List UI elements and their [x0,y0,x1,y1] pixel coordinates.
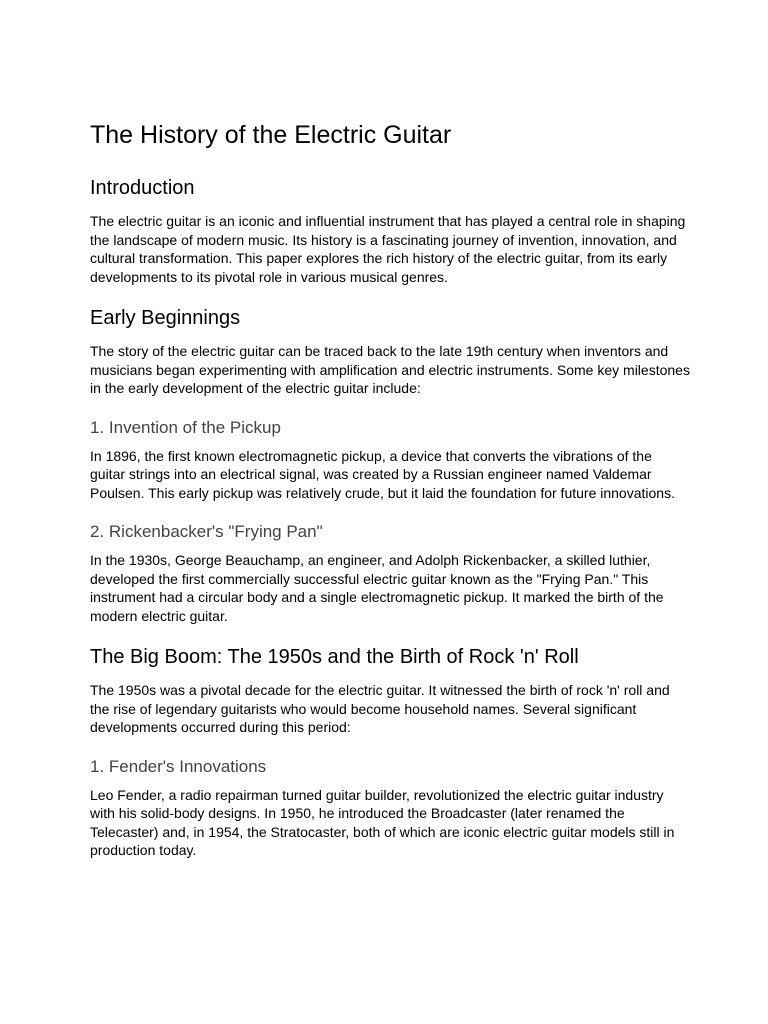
document-page [90,118,690,879]
document-title: The History of the Electric Guitar [90,121,452,149]
paragraph-big-boom: The 1950s was a pivotal decade for the electric guitar. It witnessed the birth of rock 'n' roll and the rise of legendary guitarists who would become household names. Several significant developments occurred during this period: [90,682,670,735]
paragraph-early-beginnings: The story of the electric guitar can be traced back to the late 19th century when inventors and musicians began experimenting with amplification and electric instruments. Some key milestones in the early development of the electric guitar include: [90,343,690,396]
paragraph-frying-pan: In the 1930s, George Beauchamp, an engineer, and Adolph Rickenbacker, a skilled luthier, developed the first commercially successful electric guitar known as the "Frying Pan." This instrument had a circular body and a single electromagnetic pickup. It marked the birth of the modern electric guitar. [90,552,664,624]
subheading-fender-innovations: 1. Fender's Innovations [90,756,267,776]
subheading-frying-pan: 2. Rickenbacker's "Frying Pan" [90,522,323,541]
section-heading-introduction: Introduction [90,177,195,199]
subheading-invention-of-pickup: 1. Invention of the Pickup [90,417,281,437]
paragraph-introduction: The electric guitar is an iconic and influential instrument that has played a central role in shaping the landscape of modern music. Its history is a fascinating journey of invention, innovation, and cultural transformation. This paper explores the rich history of the electric guitar, from its early developments to its pivotal role in various musical genres. [90,213,686,285]
paragraph-invention-of-pickup: In 1896, the first known electromagnetic pickup, a device that converts the vibrations of the guitar strings into an electrical signal, was created by a Russian engineer named Valdemar Poulsen. This early pickup was relatively crude, but it laid the foundation for future innovations. [90,447,675,501]
paragraph-fender-innovations: Leo Fender, a radio repairman turned guitar builder, revolutionized the electric guitar industry with his solid-body designs. In 1950, he introduced the Broadcaster (later renamed the Telecaster) and, in 1954, the Stratocaster, both of which are iconic electric guitar models still in production today. [90,786,675,858]
section-heading-big-boom: The Big Boom: The 1950s and the Birth of Rock 'n' Roll [90,646,579,668]
section-heading-early-beginnings: Early Beginnings [90,307,241,329]
